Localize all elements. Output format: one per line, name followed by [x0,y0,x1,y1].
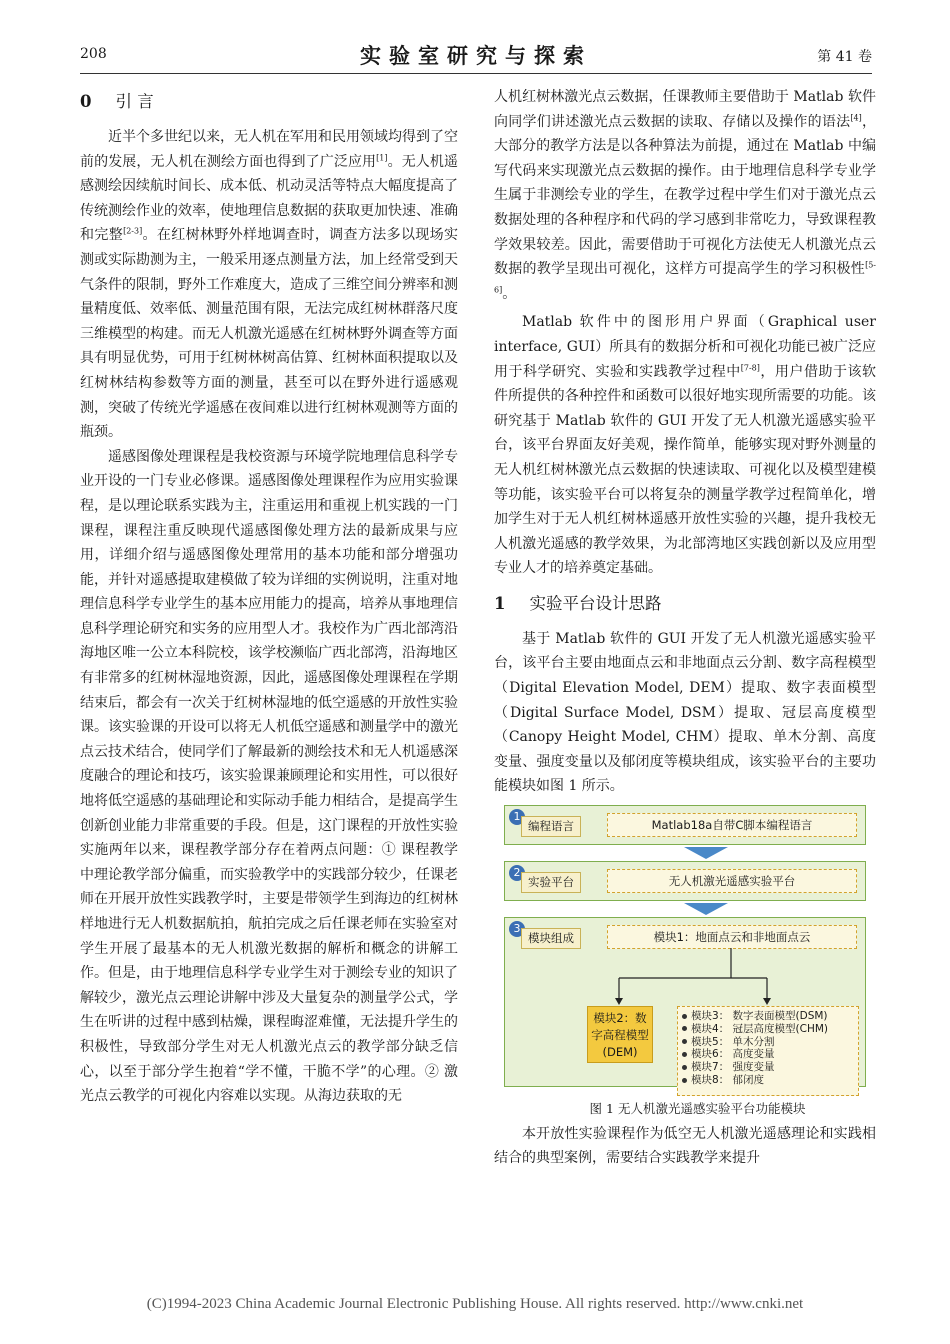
page-number: 208 [80,46,107,62]
paragraph-2: 遥感图像处理课程是我校资源与环境学院地理信息科学专业开设的一门专业必修课。遥感图像处理课程作为应用实验课程，是以理论联系实践为主，注重运用和重视上机实践的一门课程，课程注重反映现代遥感图像处理方法的最新成果与应用，详细介绍与遥感图像处理常用的基本功能和部分增强功能，并针对遥感提取建模做了较为详细的实例说明，注重对地理信息科学专业学生的基本应用能力的提高，培养从事地理信息科学理论研究和实务的应用型人才。我校作为广西北部湾沿海地区唯一公立本科院校，该学校濒临广西北部湾，沿海地区有非常多的红树林湿地资源，因此，遥感图像处理课程在学期结束后，都会有一次关于红树林湿地的低空遥感的开放性实验课。该实验课的开设可以将无人机低空遥感和测量学中的激光点云技术结合，使同学们了解最新的测绘技术和无人机遥感深度融合的理论和技巧，该实验课兼顾理论和实用性，可以很好地将低空遥感的基础理论和实际动手能力相结合，是提高学生创新创业能力非常重要的手段。但是，这门课程的开放性实验实施两年以来，课程教学部分存在着两点问题：① 课程教学中理论教学部分偏重，而实验教学中的实践部分较少，任课老师在开展开放性实践教学时，主要是带领学生到海边的红树林样地进行无人机数据航拍，航拍完成之后任课老师在实验室对学生开展了最基本的无人机激光数据的解析和概念的讲解工作。但是，由于地理信息科学专业学生对于测绘专业的知识了解较少，激光点云理论讲解中涉及大量复杂的测量学公式，学生在听讲的过程中感到枯燥，课程晦涩难懂，无法提升学生的积极性，导致部分学生对无人机激光点云的教学部分缺乏信心，以至于部分学生抱着“学不懂，干脆不学”的心理。② 激光点云教学的可视化内容难以实现。从海边获取的无 [80,448,458,1105]
row-2-content: 无人机激光遥感实验平台 [607,869,857,893]
module-list-item [682,1010,854,1023]
module-list [677,1006,859,1096]
section-0-heading [80,89,458,115]
row-2-label: 实验平台 [521,872,581,893]
section-1-heading [494,591,876,617]
module-3: 模块3： 数字表面模型(DSM) [691,1010,828,1023]
paragraph-1-text-a: 近半个多世纪以来，无人机在军用和民用领域均得到了空前的发展，无人机在测绘方面也得到了广泛应用 [80,129,458,170]
volume-number: 第 41 卷 [817,49,872,65]
paragraph-6: 本开放性实验课程作为低空无人机激光遥感理论和实践相结合的典型案例，需要结合实践教学来提升 [494,1125,876,1167]
module-6: 模块6： 高度变量 [691,1048,775,1061]
row-3-label: 模块组成 [521,928,581,949]
module-list-item [682,1061,854,1074]
journal-title: 实验室研究与探索 [360,43,592,68]
paragraph-3-text-a: 人机红树林激光点云数据，任课教师主要借助于 Matlab 软件向同学们讲述激光点云数据的读取、存储以及操作的语法 [494,89,876,130]
paragraph-3-text-b: ，大部分的教学方法是以各种算法为前提，通过在 Matlab 中编写代码来实现激光点云数据的操作。由于地理信息科学专业学生属于非测绘专业的学生，在教学过程中学生们对于激光点云数据处理的各种程序和代码的学习感到非常吃力，导致课程教学效果较差。因此，需要借助于可视化方法使无人机激光点云数据的教学呈现出可视化，这样方可提高学生的学习积极性 [494,113,877,278]
module-4: 模块4： 冠层高度模型(CHM) [691,1022,828,1035]
paragraph-4-text-b: ，用户借助于该软件所提供的各种控件和函数可以很好地实现所需要的功能。该研究基于 Matlab 软件的 GUI 开发了无人机激光遥感实验平台，该平台界面友好美观，操作简单，能够实现对野外测量的无人机红树林激光点云数据的快速读取、可视化以及模型建模等功能，该实验平台可以将复杂的测量学教学过程简单化，增加学生对于无人机红树林遥感开放性实验的兴趣，提升我校无人机激光遥感的教学效果，为北部湾地区实践创新以及应用型专业人才的培养奠定基础。 [494,363,877,577]
copyright-footer: (C)1994-2023 China Academic Journal Electronic Publishing House. All rights reserved. http://www.cnki.net [146,1296,804,1312]
right-column [494,85,876,1171]
module-5: 模块5： 单木分割 [691,1035,775,1048]
module-7: 模块7： 强度变量 [691,1061,775,1074]
citation-1: [1] [376,152,388,162]
citation-2-3: [2-3] [123,226,143,236]
row-3-badge: 3 [509,921,525,937]
citation-7-8: [7-8] [740,362,760,372]
figure-1-diagram [504,805,872,1097]
header-rule [80,73,872,74]
paragraph-5: 基于 Matlab 软件的 GUI 开发了无人机激光遥感实验平台，该平台主要由地面点云和非地面点云分割、数字高程模型（Digital Elevation Model, DEM）提取、数字表面模型（Digital Surface Model, DSM）提取、冠层高度模型（Canopy Height Model, CHM）提取、单木分割、高度变量、强度变量以及郁闭度等模块组成，该实验平台的主要功能模块如图 1 所示。 [494,630,876,795]
module-list-item [682,1074,854,1087]
paragraph-3-text-c: 。 [502,285,517,302]
figure-row-3 [504,917,866,1087]
module-list-item [682,1036,854,1049]
section-1-title: 实验平台设计思路 [529,593,662,613]
module-list-item [682,1023,854,1036]
paragraph-1-text-c: 。在红树林野外样地调查时，调查方法多以现场实测或实际勘测为主，一般采用逐点测量方法，加上经常受到天气条件的限制，野外工作难度大，造成了三维空间分辨率和测量精度低、效率低、测量范围有限，无法完成红树林群落尺度三维模型的构建。而无人机激光遥感在红树林野外调查等方面具有明显优势，可用于红树林树高估算、红树林面积提取以及红树林结构参数等方面的测量，甚至可以在野外进行遥感观测，突破了传统光学遥感在夜间难以进行红树林观测等方面的瓶颈。 [80,227,459,441]
paragraph-4-text-a: Matlab 软件中的图形用户界面（Graphical user interface, GUI）所具有的数据分析和可视化功能已被广泛应用于科学研究、实验和实践教学过程中 [494,314,876,380]
module-1: 模块1：地面点云和非地面点云 [607,925,857,949]
paragraph-1-text-b: 。无人机遥感测绘因续航时间长、成本低、机动灵活等特点大幅度提高了传统测绘作业的效率，使地理信息数据的获取更加快速、准确和完整 [80,153,459,244]
figure-caption: 图 1 无人机激光遥感实验平台功能模块 [589,1101,806,1117]
paragraph-1 [80,125,458,445]
left-column [80,85,458,1109]
row-2-badge: 2 [509,865,525,881]
module-list-item [682,1048,854,1061]
module-8: 模块8： 郁闭度 [691,1074,765,1087]
section-0-title: 引 言 [115,92,154,111]
citation-5-6: [5-6] [494,260,876,295]
section-0-number: 0 [80,92,92,111]
figure-row-1 [504,805,866,845]
paragraph-4 [494,310,876,581]
row-1-content: Matlab18a自带C脚本编程语言 [607,813,857,837]
paragraph-3 [494,85,876,306]
arrow-down-icon [684,903,728,915]
section-1-number: 1 [494,593,506,613]
figure-row-2 [504,861,866,901]
arrow-down-icon [684,847,728,859]
page-header [80,40,872,76]
row-1-label: 编程语言 [521,816,581,837]
module-2: 模块2：数字高程模型(DEM) [587,1006,653,1063]
row-1-badge: 1 [509,809,525,825]
citation-4: [4] [850,112,862,122]
